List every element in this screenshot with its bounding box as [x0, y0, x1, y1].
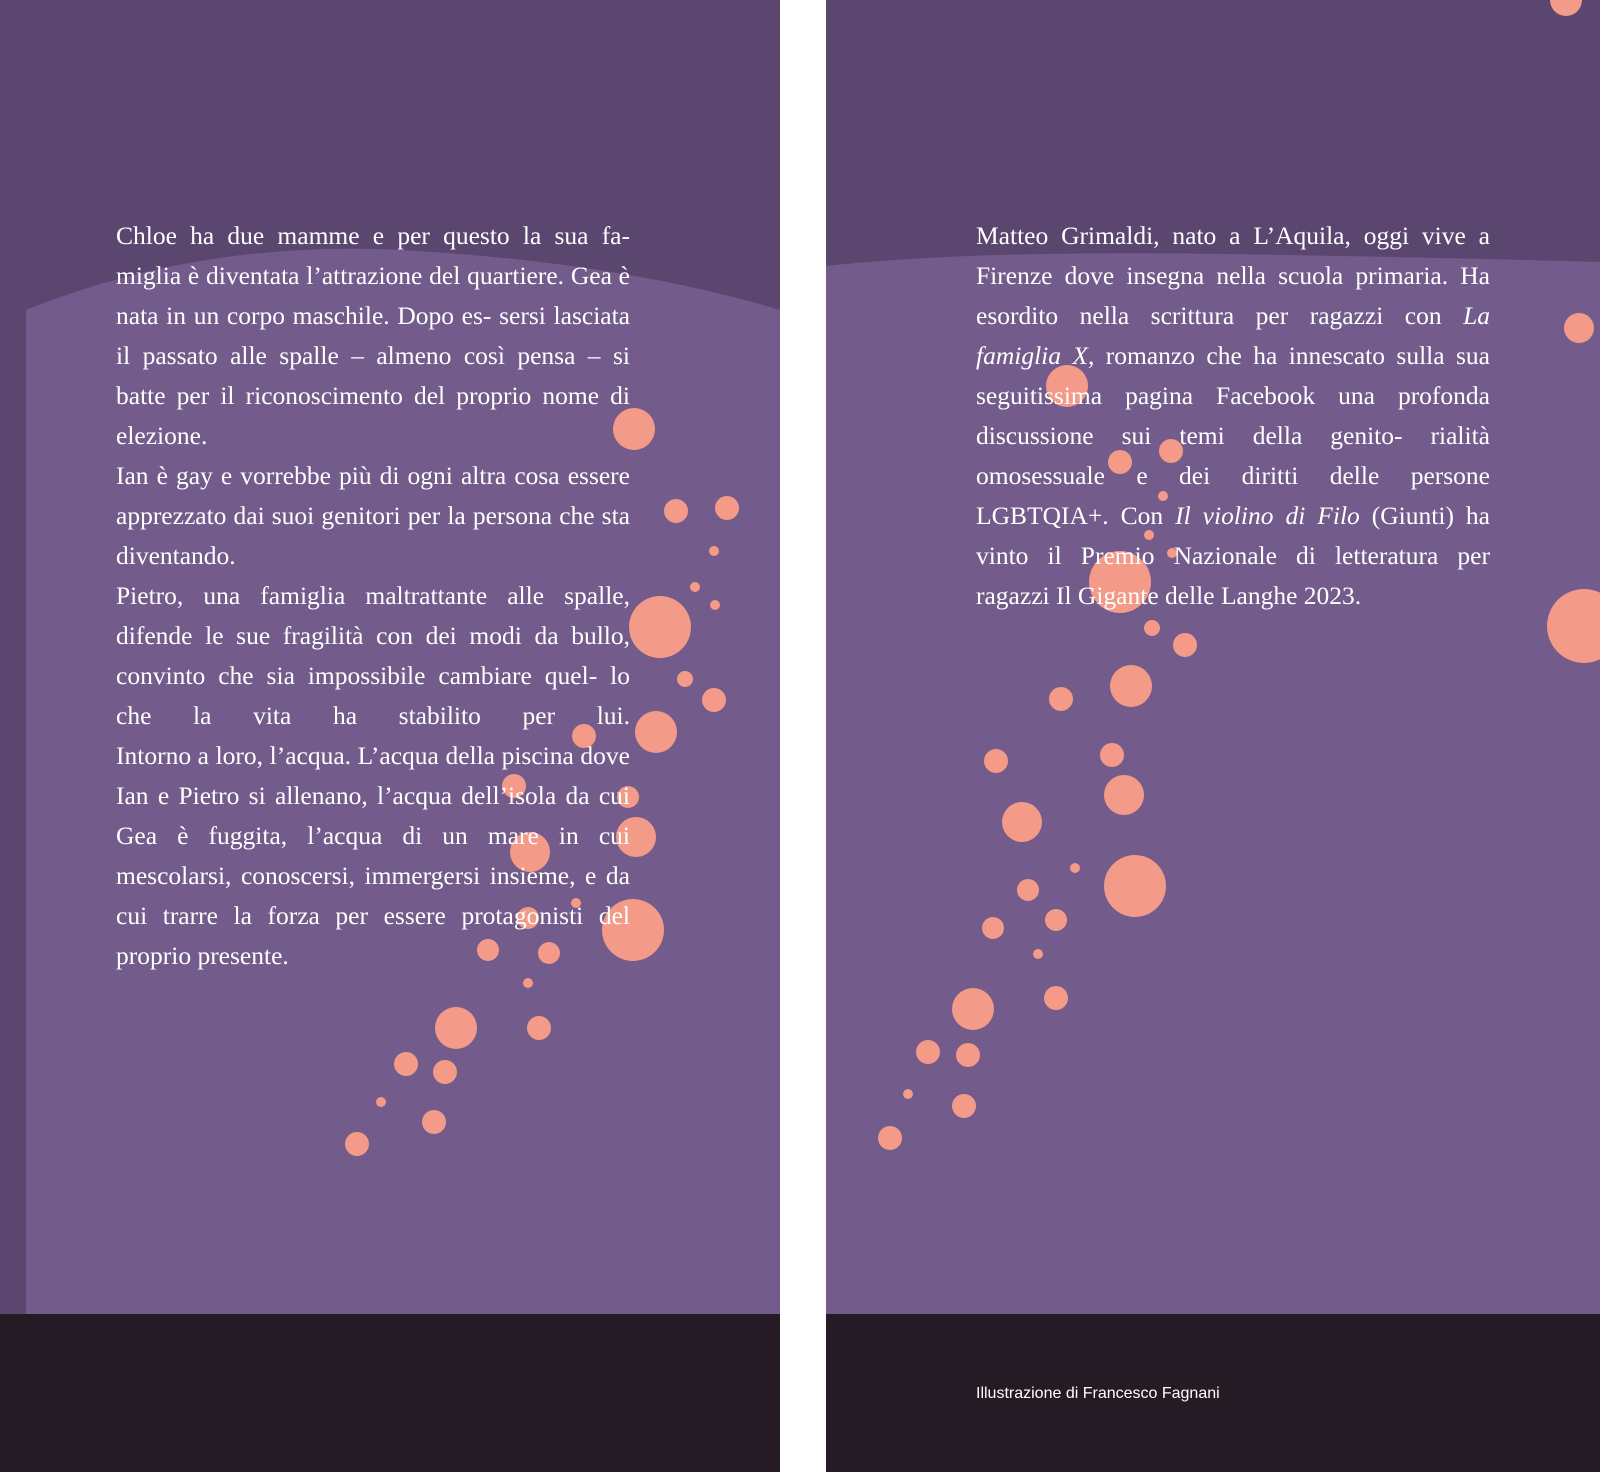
synopsis-paragraph-1: Chloe ha due mamme e per questo la sua fa- miglia è diventata l’attrazione del quartiere. Gea è nata in un corpo maschile. Dopo es- sersi lasciata il passato alle spalle – almeno così pensa – si batte per il riconoscimento del proprio nome di elezione. — [116, 221, 630, 450]
synopsis-paragraph-3: Pietro, una famiglia maltrattante alle spalle, difende le sue fragilità con dei modi da bullo, convinto che sia impossibile cambiare quel- lo che la vita ha stabilito per lui. — [116, 581, 630, 730]
bio-text-2: , romanzo che ha innescato sulla sua seguitissima pagina Facebook una profonda discussione sui temi della genito- rialità omosessuale e dei diritti delle persone LGBTQIA+. Con — [976, 341, 1490, 530]
book-title-violino-di-filo: Il violino di Filo — [1175, 501, 1360, 530]
bubble — [878, 1126, 902, 1150]
bio-text-3: (Giunti) ha vinto il Premio Nazionale di letteratura per ragazzi Il Gigante delle Langhe 2023. — [976, 501, 1490, 610]
bubble — [1033, 949, 1043, 959]
synopsis-paragraph-2: Ian è gay e vorrebbe più di ogni altra cosa essere apprezzato dai suoi genitori per la persona che sta diventando. — [116, 461, 630, 570]
bubble — [690, 582, 700, 592]
left-footer-band — [0, 1314, 780, 1472]
bubble — [523, 978, 533, 988]
bio-text-1: Matteo Grimaldi, nato a L’Aquila, oggi vive a Firenze dove insegna nella scuola primaria. Ha esordito nella scrittura per ragazzi con — [976, 221, 1490, 330]
synopsis-text — [116, 216, 630, 976]
bubble — [1104, 855, 1166, 917]
bubble — [1173, 633, 1197, 657]
bubble — [982, 917, 1004, 939]
bubble — [903, 1089, 913, 1099]
bubble — [916, 1040, 940, 1064]
bubble — [710, 600, 720, 610]
bubble — [345, 1132, 369, 1156]
book-title-famiglia-x: La famiglia X — [976, 301, 1490, 370]
bubble — [422, 1110, 446, 1134]
bubble — [952, 988, 994, 1030]
left-flap — [0, 0, 780, 1472]
bubble — [376, 1097, 386, 1107]
bubble — [1144, 620, 1160, 636]
bubble — [1017, 879, 1039, 901]
bubble — [677, 671, 693, 687]
bubble — [1070, 863, 1080, 873]
bubble — [664, 499, 688, 523]
bubble — [702, 688, 726, 712]
bubble — [1104, 775, 1144, 815]
author-bio-paragraph — [976, 216, 1490, 616]
bubble — [984, 749, 1008, 773]
synopsis-paragraph-4: Intorno a loro, l’acqua. L’acqua della piscina dove Ian e Pietro si allenano, l’acqua dell’isola da cui Gea è fuggita, l’acqua di un mare in cui mescolarsi, conoscersi, immergersi insieme, e da cui trarre la forza per essere protagonisti del proprio presente. — [116, 741, 630, 970]
author-bio — [976, 216, 1490, 616]
bubble — [1110, 665, 1152, 707]
bubble — [394, 1052, 418, 1076]
bubble — [1547, 589, 1600, 663]
bubble — [635, 711, 677, 753]
bubble — [433, 1060, 457, 1084]
bubble — [1049, 687, 1073, 711]
bubble — [1564, 313, 1594, 343]
bubble — [1002, 802, 1042, 842]
bubble — [1100, 743, 1124, 767]
bubble — [1550, 0, 1582, 16]
illustration-credit: Illustrazione di Francesco Fagnani — [976, 1385, 1220, 1402]
right-flap — [826, 0, 1600, 1472]
bubble — [709, 546, 719, 556]
bubble — [1045, 909, 1067, 931]
bubble — [952, 1094, 976, 1118]
bubble — [527, 1016, 551, 1040]
bubble — [956, 1043, 980, 1067]
bubble — [715, 496, 739, 520]
bubble — [435, 1007, 477, 1049]
bubble — [1044, 986, 1068, 1010]
bubble — [629, 596, 691, 658]
